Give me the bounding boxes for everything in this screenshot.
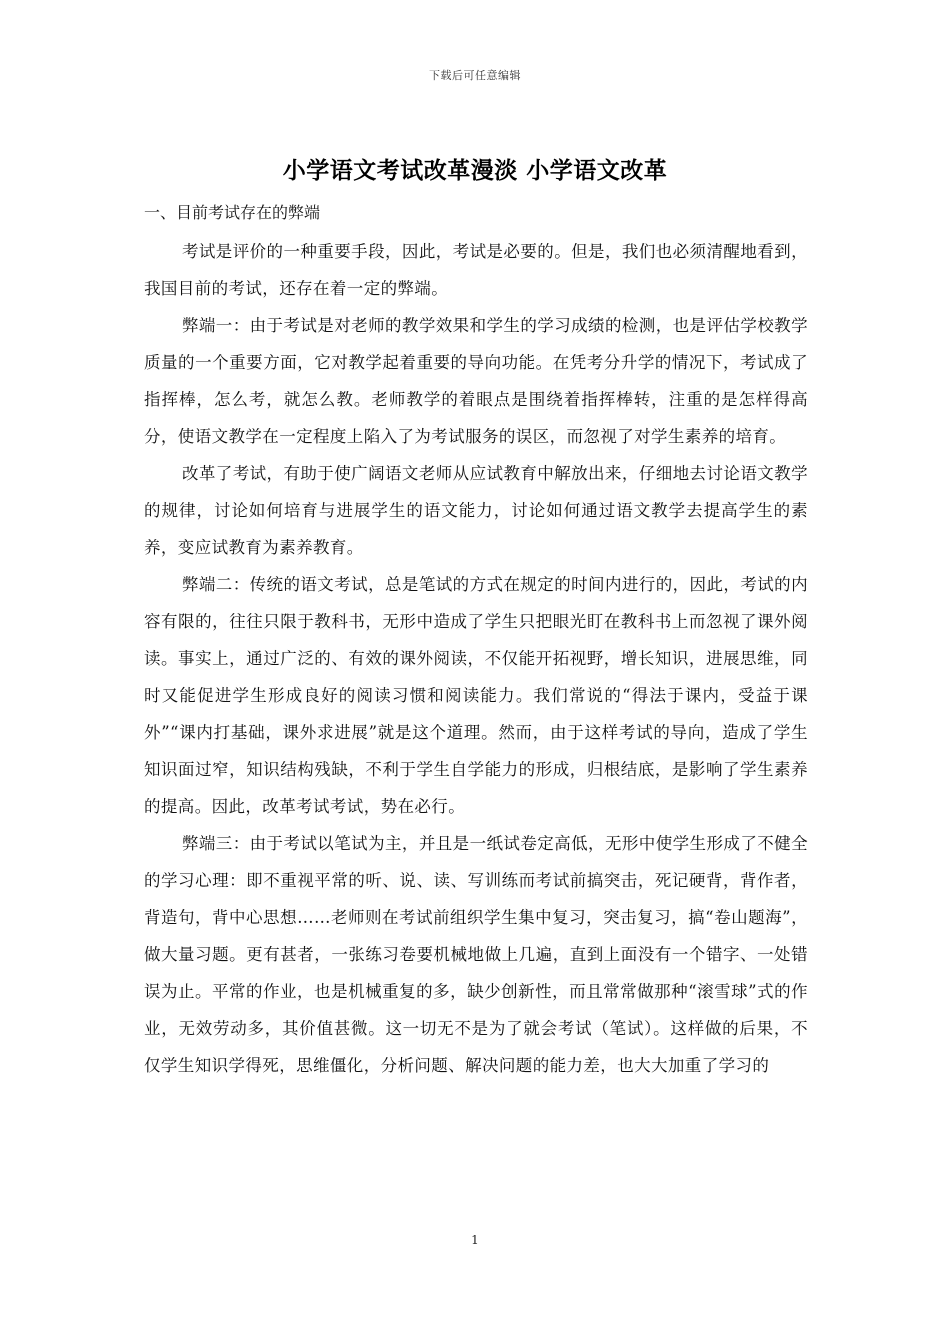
document-title: 小学语文考试改革漫淡 小学语文改革 [282,157,668,184]
header-note: 下载后可任意编辑 [429,69,521,82]
paragraph-intro: 考试是评价的一种重要手段，因此，考试是必要的。但是，我们也必须清醒地看到，我国目前的考试，还存在着一定的弊端。 [144,242,808,298]
document-body [144,233,808,1084]
paragraph-drawback-three: 弊端三：由于考试以笔试为主，并且是一纸试卷定高低，无形中使学生形成了不健全的学习心理：即不重视平常的听、说、读、写训练而考试前搞突击，死记硬背，背作者，背造句，背中心思想……老师则在考试前组织学生集中复习，突击复习，搞“卷山题海”，做大量习题。更有甚者，一张练习卷要机械地做上几遍，直到上面没有一个错字、一处错误为止。平常的作业，也是机械重复的多，缺少创新性，而且常常做那种“滚雪球”式的作业，无效劳动多，其价值甚微。这一切无不是为了就会考试（笔试）。这样做的后果，不仅学生知识学得死，思维僵化，分析问题、解决问题的能力差，也大大加重了学习的 [144,834,808,1075]
page-number: 1 [471,1233,479,1247]
paragraph-reform-benefit: 改革了考试，有助于使广阔语文老师从应试教育中解放出来，仔细地去讨论语文教学的规律，讨论如何培育与进展学生的语文能力，讨论如何通过语文教学去提高学生的素养，变应试教育为素养教育。 [144,464,808,557]
paragraph-drawback-one: 弊端一：由于考试是对老师的教学效果和学生的学习成绩的检测，也是评估学校教学质量的一个重要方面，它对教学起着重要的导向功能。在凭考分升学的情况下，考试成了指挥棒，怎么考，就怎么教。老师教学的着眼点是围绕着指挥棒转，注重的是怎样得高分，使语文教学在一定程度上陷入了为考试服务的误区，而忽视了对学生素养的培育。 [144,316,808,446]
section-heading: 一、目前考试存在的弊端 [144,203,321,222]
paragraph-drawback-two: 弊端二：传统的语文考试，总是笔试的方式在规定的时间内进行的，因此，考试的内容有限的，往往只限于教科书，无形中造成了学生只把眼光盯在教科书上而忽视了课外阅读。事实上，通过广泛的、有效的课外阅读，不仅能开拓视野，增长知识，进展思维，同时又能促进学生形成良好的阅读习惯和阅读能力。我们常说的“得法于课内，受益于课外”“课内打基础，课外求进展”就是这个道理。然而，由于这样考试的导向，造成了学生知识面过窄，知识结构残缺，不利于学生自学能力的形成，归根结底，是影响了学生素养的提高。因此，改革考试考试，势在必行。 [144,575,808,816]
